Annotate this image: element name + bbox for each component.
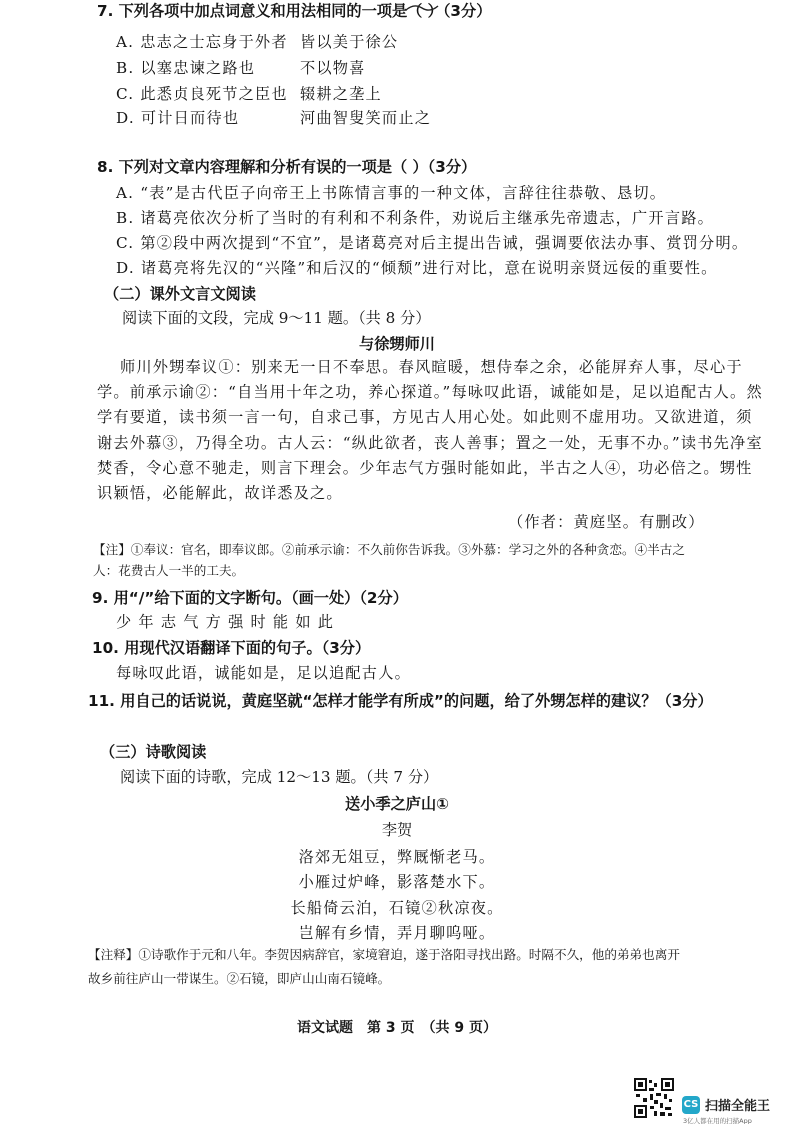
q10-text: 每咏叹此语，诚能如是，足以追配古人。: [116, 664, 411, 682]
scanner-tagline: 3亿人都在用的扫描App: [683, 1117, 752, 1124]
passage-line: 师川外甥奉议①：别来无一日不奉思。春风暄暖，想侍奉之余，必能屏弃人事，尽心于: [120, 358, 743, 376]
section3-intro: 阅读下面的诗歌，完成 12～13 题。（共 7 分）: [120, 768, 439, 786]
poem-line: 洛郊无俎豆，弊厩惭老马。: [298, 848, 496, 866]
poem-line: 岂解有乡情，弄月聊呜哑。: [298, 924, 496, 942]
q8-option-d: D. 诸葛亮将先汉的“兴隆”和后汉的“倾颓”进行对比，意在说明亲贤远佞的重要性。: [116, 259, 718, 277]
q10-stem: 10. 用现代汉语翻译下面的句子。（3分）: [92, 639, 371, 657]
q7-stem: 7. 下列各项中加点词意义和用法相同的一项是（ ）（3分）: [97, 2, 492, 20]
passage-line: 焚香，令心意不驰走，则言下理会。少年志气方强时能如此，半古之人④，功必倍之。甥性: [97, 459, 753, 477]
passage-line: 谢去外慕③，乃得全功。古人云：“纵此欲者，丧人善事；置之一处，无事不办。”读书先净室: [97, 434, 763, 452]
q8-option-c: C. 第②段中两次提到“不宜”，是诸葛亮对后主提出告诫，强调要依法办事、赏罚分明。: [116, 234, 749, 252]
poem-title: 送小季之庐山①: [345, 795, 449, 813]
q8-option-b: B. 诸葛亮依次分析了当时的有利和不利条件，劝说后主继承先帝遗志，广开言路。: [116, 209, 714, 227]
q7-option-c-pair: 辍耕之垄上: [300, 85, 382, 103]
passage-note: 人：花费古人一半的工夫。: [93, 563, 245, 578]
q7-option-d: D. 可计日而待也: [116, 109, 240, 127]
q7-option-b: B. 以塞忠谏之路也: [116, 59, 256, 77]
passage-note: 【注】①奉议：官名，即奉议郎。②前承示谕：不久前你告诉我。③外慕：学习之外的各种贪恋。④半古之: [93, 542, 685, 557]
passage-line: 学有要道，读书须一言一句，自求己事，方见古人用心处。如此则不虚用功。又欲进道，须: [97, 408, 753, 426]
passage-title: 与徐甥师川: [359, 335, 435, 353]
q8-stem: 8. 下列对文章内容理解和分析有误的一项是（ ）（3分）: [97, 158, 477, 176]
q8-option-a: A. “表”是古代臣子向帝王上书陈情言事的一种文体，言辞往往恭敬、恳切。: [116, 184, 667, 202]
q7-option-d-pair: 河曲智叟笑而止之: [300, 109, 432, 127]
passage-line: 学。前承示谕②：“自当用十年之功，养心探道。”每咏叹此语，诚能如是，足以追配古人。然: [97, 383, 763, 401]
q7-option-a-pair: 皆以美于徐公: [300, 33, 399, 51]
poem-line: 小雁过炉峰，影落楚水下。: [298, 873, 496, 891]
poem-line: 长船倚云泊，石镜②秋凉夜。: [290, 899, 504, 917]
q7-option-b-pair: 不以物喜: [300, 59, 366, 77]
qr-code-icon: [634, 1078, 674, 1118]
answer-scribble: [404, 2, 440, 14]
scanner-brand: 扫描全能王: [705, 1099, 771, 1114]
poem-note: 【注释】①诗歌作于元和八年。李贺因病辞官，家境窘迫，遂于洛阳寻找出路。时隔不久，他的弟弟也离开: [88, 947, 680, 962]
section2-heading: （二）课外文言文阅读: [104, 285, 256, 303]
q9-text: 少 年 志 气 方 强 时 能 如 此: [116, 613, 335, 631]
camscanner-logo-icon: CS: [682, 1096, 700, 1114]
section3-heading: （三）诗歌阅读: [100, 743, 207, 761]
passage-line: 识颖悟，必能解此，故详悉及之。: [97, 484, 343, 502]
q9-stem: 9. 用“/”给下面的文字断句。（画一处）（2分）: [92, 589, 408, 607]
page-footer: 语文试题 第 3 页 （共 9 页）: [297, 1020, 497, 1036]
q11-stem: 11. 用自己的话说说，黄庭坚就“怎样才能学有所成”的问题，给了外甥怎样的建议？（3分）: [88, 692, 713, 710]
q7-option-c: C. 此悉贞良死节之臣也: [116, 85, 288, 103]
poem-note: 故乡前往庐山一带谋生。②石镜，即庐山山南石镜峰。: [88, 971, 391, 986]
passage-source: （作者：黄庭坚。有删改）: [508, 513, 705, 531]
poem-author: 李贺: [381, 821, 413, 839]
q7-option-a: A. 忠志之士忘身于外者: [116, 33, 288, 51]
section2-intro: 阅读下面的文段，完成 9～11 题。（共 8 分）: [122, 309, 431, 327]
